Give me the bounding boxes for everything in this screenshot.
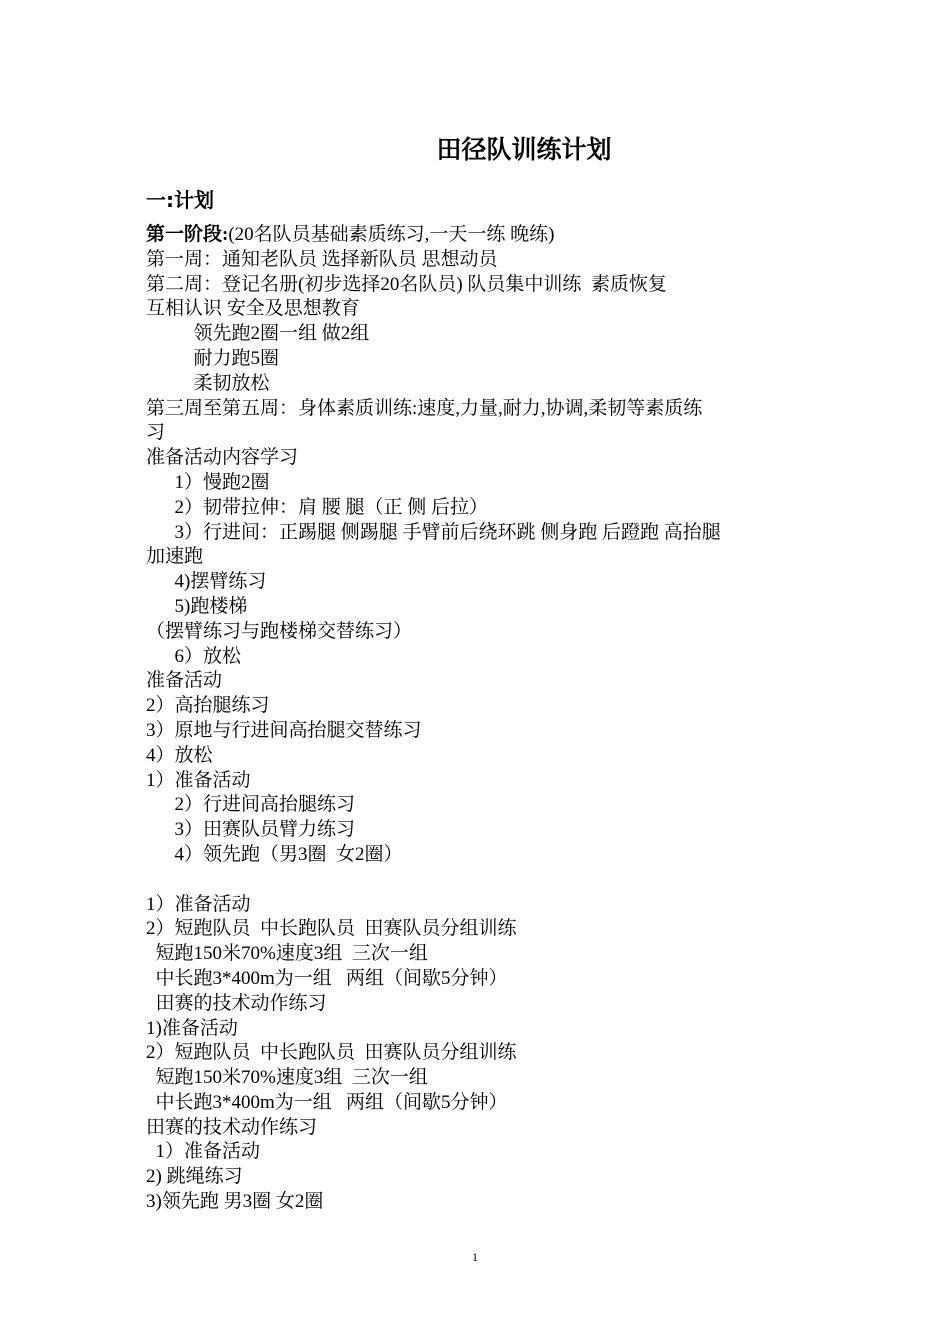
text-line: 6）放松 <box>146 645 242 667</box>
text-line: 第一周：通知老队员 选择新队员 思想动员 <box>146 248 498 270</box>
text-line: （摆臂练习与跑楼梯交替练习） <box>146 620 413 642</box>
text-line: 第二周：登记名册(初步选择20名队员) 队员集中训练 素质恢复 <box>146 273 667 295</box>
section-heading: 一:计划 <box>146 188 214 212</box>
phase-label: 第一阶段: <box>146 224 229 245</box>
text-line: 2) 跳绳练习 <box>146 1166 243 1188</box>
text-line: 4）放松 <box>146 744 213 766</box>
body-lines <box>146 248 826 1215</box>
text-line: 中长跑3*400m为一组 两组（间歇5分钟） <box>146 1091 508 1113</box>
text-line: 3)领先跑 男3圈 女2圈 <box>146 1191 324 1213</box>
text-line: 习 <box>146 422 166 444</box>
text-line: 柔韧放松 <box>146 372 270 394</box>
text-line: 1）准备活动 <box>146 1141 261 1163</box>
text-line: 田赛的技术动作练习 <box>146 1116 318 1138</box>
text-line: 中长跑3*400m为一组 两组（间歇5分钟） <box>146 967 508 989</box>
text-line: 2）韧带拉伸：肩 腰 腿（正 侧 后拉） <box>146 496 489 518</box>
text-line: 2）短跑队员 中长跑队员 田赛队员分组训练 <box>146 918 517 940</box>
text-line: 3）原地与行进间高抬腿交替练习 <box>146 719 422 741</box>
text-line: 田赛的技术动作练习 <box>146 992 327 1014</box>
text-line: 4)摆臂练习 <box>146 571 267 593</box>
text-line: 互相认识 安全及思想教育 <box>146 298 360 320</box>
text-line: 准备活动内容学习 <box>146 447 299 469</box>
text-line <box>146 868 826 893</box>
text-line: 1）慢跑2圈 <box>146 471 270 493</box>
text-line: 准备活动 <box>146 670 223 692</box>
text-line: 5)跑楼梯 <box>146 595 248 617</box>
text-line: 短跑150米70%速度3组 三次一组 <box>146 1067 428 1089</box>
page-number: 1 <box>472 1250 478 1264</box>
text-line: 1)准备活动 <box>146 1017 238 1039</box>
text-line: 耐力跑5圈 <box>146 347 280 369</box>
text-line: 1）准备活动 <box>146 769 251 791</box>
text-line: 加速跑 <box>146 546 204 568</box>
phase-description: (20名队员基础素质练习,一天一练 晚练) <box>228 224 555 245</box>
text-line: 3）田赛队员臂力练习 <box>146 819 356 841</box>
document-body <box>146 223 826 1215</box>
text-line: 第三周至第五周：身体素质训练:速度,力量,耐力,协调,柔韧等素质练 <box>146 397 703 419</box>
text-line: 2）高抬腿练习 <box>146 695 270 717</box>
phase-heading-line <box>146 223 826 248</box>
document-title: 田径队训练计划 <box>436 135 612 164</box>
text-line: 2）短跑队员 中长跑队员 田赛队员分组训练 <box>146 1042 517 1064</box>
text-line: 1）准备活动 <box>146 893 251 915</box>
text-line: 短跑150米70%速度3组 三次一组 <box>146 943 428 965</box>
text-line: 3）行进间：正踢腿 侧踢腿 手臂前后绕环跳 侧身跑 后蹬跑 高抬腿 <box>146 521 721 543</box>
text-line: 4）领先跑（男3圈 女2圈） <box>146 843 403 865</box>
text-line: 领先跑2圈一组 做2组 <box>146 323 370 345</box>
text-line: 2）行进间高抬腿练习 <box>146 794 356 816</box>
